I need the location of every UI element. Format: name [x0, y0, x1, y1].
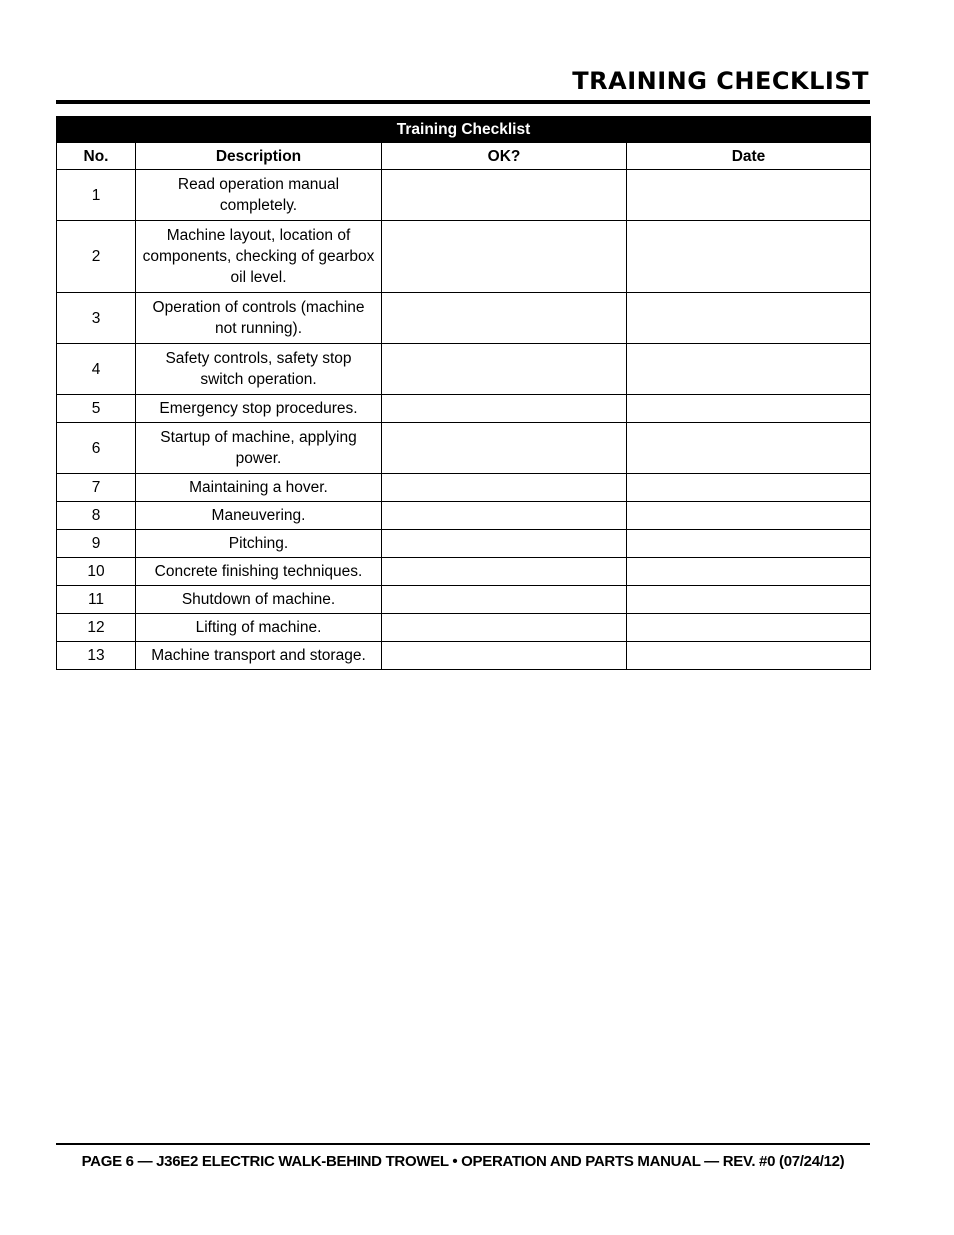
row-number: 10 [57, 558, 136, 586]
row-ok-cell[interactable] [382, 293, 627, 344]
row-ok-cell[interactable] [382, 221, 627, 293]
row-date-cell[interactable] [627, 474, 871, 502]
table-row [57, 221, 871, 293]
row-date-cell[interactable] [627, 530, 871, 558]
row-date-cell[interactable] [627, 293, 871, 344]
row-ok-cell[interactable] [382, 474, 627, 502]
row-description: Safety controls, safety stop switch operation. [136, 344, 382, 395]
row-ok-cell[interactable] [382, 642, 627, 670]
row-number: 9 [57, 530, 136, 558]
row-date-cell[interactable] [627, 614, 871, 642]
row-number: 6 [57, 423, 136, 474]
row-description: Shutdown of machine. [136, 586, 382, 614]
table-row [57, 586, 871, 614]
row-ok-cell[interactable] [382, 558, 627, 586]
table-row [57, 558, 871, 586]
row-number: 2 [57, 221, 136, 293]
row-description: Concrete finishing techniques. [136, 558, 382, 586]
row-date-cell[interactable] [627, 502, 871, 530]
row-number: 7 [57, 474, 136, 502]
footer-rule [56, 1143, 870, 1145]
row-description: Startup of machine, applying power. [136, 423, 382, 474]
row-description: Machine transport and storage. [136, 642, 382, 670]
row-date-cell[interactable] [627, 423, 871, 474]
row-number: 5 [57, 395, 136, 423]
table-row [57, 530, 871, 558]
row-ok-cell[interactable] [382, 395, 627, 423]
row-number: 11 [57, 586, 136, 614]
column-header-date: Date [627, 143, 871, 170]
table-row [57, 395, 871, 423]
table-row [57, 642, 871, 670]
row-number: 3 [57, 293, 136, 344]
row-ok-cell[interactable] [382, 344, 627, 395]
row-ok-cell[interactable] [382, 586, 627, 614]
row-date-cell[interactable] [627, 558, 871, 586]
row-description: Read operation manual completely. [136, 170, 382, 221]
title-rule [56, 100, 870, 104]
row-description: Maintaining a hover. [136, 474, 382, 502]
row-description: Lifting of machine. [136, 614, 382, 642]
row-description: Maneuvering. [136, 502, 382, 530]
page-title: TRAINING CHECKLIST [572, 67, 869, 95]
row-date-cell[interactable] [627, 344, 871, 395]
row-ok-cell[interactable] [382, 423, 627, 474]
row-date-cell[interactable] [627, 221, 871, 293]
row-number: 4 [57, 344, 136, 395]
row-ok-cell[interactable] [382, 614, 627, 642]
row-description: Operation of controls (machine not running). [136, 293, 382, 344]
table-row [57, 474, 871, 502]
row-description: Pitching. [136, 530, 382, 558]
row-date-cell[interactable] [627, 395, 871, 423]
row-ok-cell[interactable] [382, 530, 627, 558]
row-date-cell[interactable] [627, 170, 871, 221]
table-row [57, 614, 871, 642]
page-footer: PAGE 6 — J36E2 ELECTRIC WALK-BEHIND TROWEL • OPERATION AND PARTS MANUAL — REV. #0 (07/24/12) [81, 1153, 845, 1170]
column-header-ok: OK? [382, 143, 627, 170]
table-row [57, 344, 871, 395]
table-row [57, 502, 871, 530]
table-caption: Training Checklist [57, 117, 871, 143]
row-number: 1 [57, 170, 136, 221]
row-ok-cell[interactable] [382, 502, 627, 530]
row-description: Emergency stop procedures. [136, 395, 382, 423]
row-ok-cell[interactable] [382, 170, 627, 221]
column-header-no: No. [57, 143, 136, 170]
row-date-cell[interactable] [627, 586, 871, 614]
table-row [57, 293, 871, 344]
row-date-cell[interactable] [627, 642, 871, 670]
table-row [57, 423, 871, 474]
row-number: 8 [57, 502, 136, 530]
row-number: 12 [57, 614, 136, 642]
training-checklist-table [56, 116, 871, 670]
table-row [57, 170, 871, 221]
column-header-description: Description [136, 143, 382, 170]
row-number: 13 [57, 642, 136, 670]
row-description: Machine layout, location of components, checking of gearbox oil level. [136, 221, 382, 293]
